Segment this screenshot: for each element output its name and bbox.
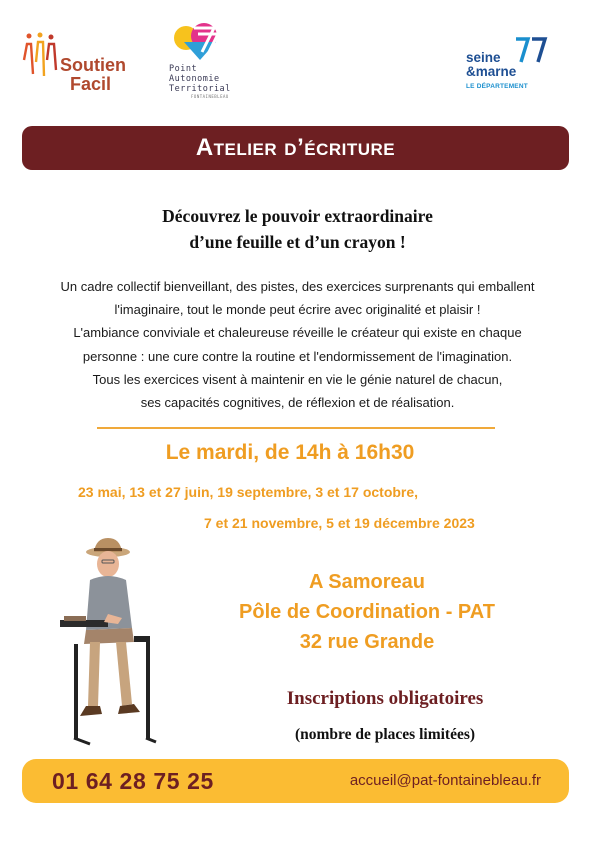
description-line: ses capacités cognitives, de réflexion et de réalisation.: [140, 395, 455, 411]
subtitle: [0, 203, 595, 255]
description-line: L'ambiance conviviale et chaleureuse réveille le créateur qui existe en chaque: [73, 325, 522, 341]
schedule-dates-line1: 23 mai, 13 et 27 juin, 19 septembre, 3 et 17 octobre,: [78, 484, 419, 500]
registration-title: Inscriptions obligatoires: [286, 688, 484, 709]
elderly-man-writing-photo: [60, 538, 160, 748]
pat-logo: [166, 20, 266, 102]
description: [30, 275, 565, 414]
seine-marne-line3: LE DÉPARTEMENT: [466, 83, 528, 90]
contact-banner: [22, 759, 569, 803]
title-banner: [22, 126, 569, 170]
schedule-day-time: Le mardi, de 14h à 16h30: [165, 441, 415, 464]
email-link[interactable]: accueil@pat-fontainebleau.fr: [349, 772, 541, 789]
schedule-dates-line2: 7 et 21 novembre, 5 et 19 décembre 2023: [204, 515, 475, 531]
pat-heart-icon: [170, 20, 230, 62]
seine-marne-line1: seine: [466, 50, 501, 65]
registration-note: (nombre de places limitées): [294, 726, 476, 743]
seine-et-marne-logo: [466, 36, 556, 96]
subtitle-line1: Découvrez le pouvoir extraordinaire: [162, 206, 433, 226]
phone-number[interactable]: 01 64 28 75 25: [52, 768, 214, 794]
pat-logo-line2: Autonomie: [169, 74, 220, 84]
seine-marne-line2: &marne: [466, 64, 517, 79]
seven-seven-mark-icon: [514, 36, 548, 64]
soutien-facil-logo: [22, 26, 134, 100]
soutien-logo-line1: Soutien: [60, 55, 126, 75]
subtitle-line2: d’une feuille et d’un crayon !: [189, 232, 406, 252]
location-line1: A Samoreau: [309, 571, 425, 593]
description-line: l'imaginaire, tout le monde peut écrire avec originalité et plaisir !: [114, 302, 481, 318]
description-line: Tous les exercices visent à maintenir en vie le génie naturel de chacun,: [92, 371, 503, 387]
page-title: Atelier d’écriture: [195, 134, 396, 161]
description-line: Un cadre collectif bienveillant, des pistes, des exercices surprenants qui emballent: [60, 279, 535, 294]
pat-logo-line3: Territorial: [169, 84, 231, 94]
divider: [97, 427, 495, 429]
people-mark-icon: [22, 30, 62, 90]
soutien-logo-line2: Facil: [70, 74, 112, 94]
pat-logo-line4: FONTAINEBLEAU: [191, 94, 229, 99]
location: [192, 567, 542, 657]
description-line: personne : une cure contre la routine et l'endormissement de l'imagination.: [82, 348, 513, 364]
pat-logo-line1: Point: [169, 64, 198, 74]
location-line3: 32 rue Grande: [299, 631, 435, 653]
location-line2: Pôle de Coordination - PAT: [239, 601, 495, 623]
